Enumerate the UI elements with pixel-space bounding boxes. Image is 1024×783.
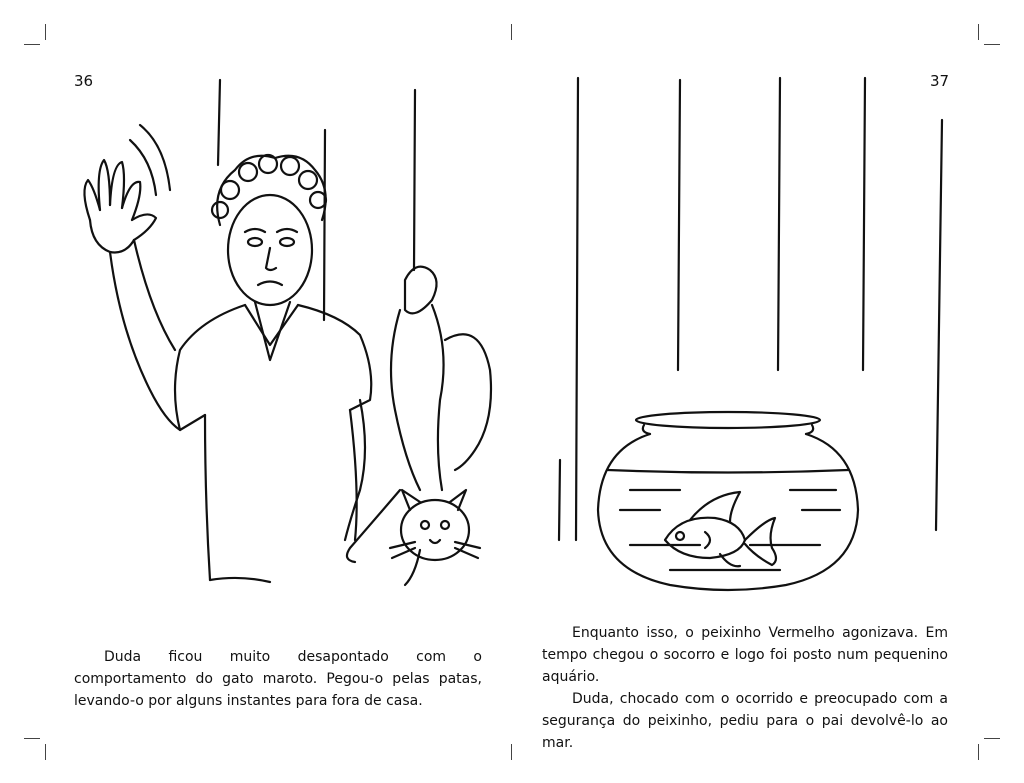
crop-mark: [978, 24, 979, 40]
crop-mark: [978, 744, 979, 760]
text-block-left: [74, 646, 482, 712]
page-number-right: 37: [930, 72, 950, 90]
crop-mark: [511, 24, 512, 40]
crop-mark: [24, 738, 40, 739]
crop-mark: [984, 738, 1000, 739]
crop-mark: [511, 744, 512, 760]
crop-mark: [45, 24, 46, 40]
paragraph: Duda, chocado com o ocorrido e preocupado com a segurança do peixinho, pediu para o pai devolvê-lo ao mar.: [542, 691, 948, 751]
illustration-duda-holding-cat: [70, 70, 510, 600]
paragraph: Duda ficou muito desapontado com o comportamento do gato maroto. Pegou-o pelas patas, levando-o por alguns instantes para fora de casa.: [74, 649, 482, 709]
crop-mark: [984, 44, 1000, 45]
text-block-right: [542, 622, 948, 754]
page-number-left: 36: [74, 72, 94, 90]
crop-mark: [24, 44, 40, 45]
illustration-goldfish-in-bowl: [540, 70, 960, 600]
paragraph: Enquanto isso, o peixinho Vermelho agonizava. Em tempo chegou o socorro e logo foi posto num pequenino aquário.: [542, 625, 948, 685]
crop-mark: [45, 744, 46, 760]
